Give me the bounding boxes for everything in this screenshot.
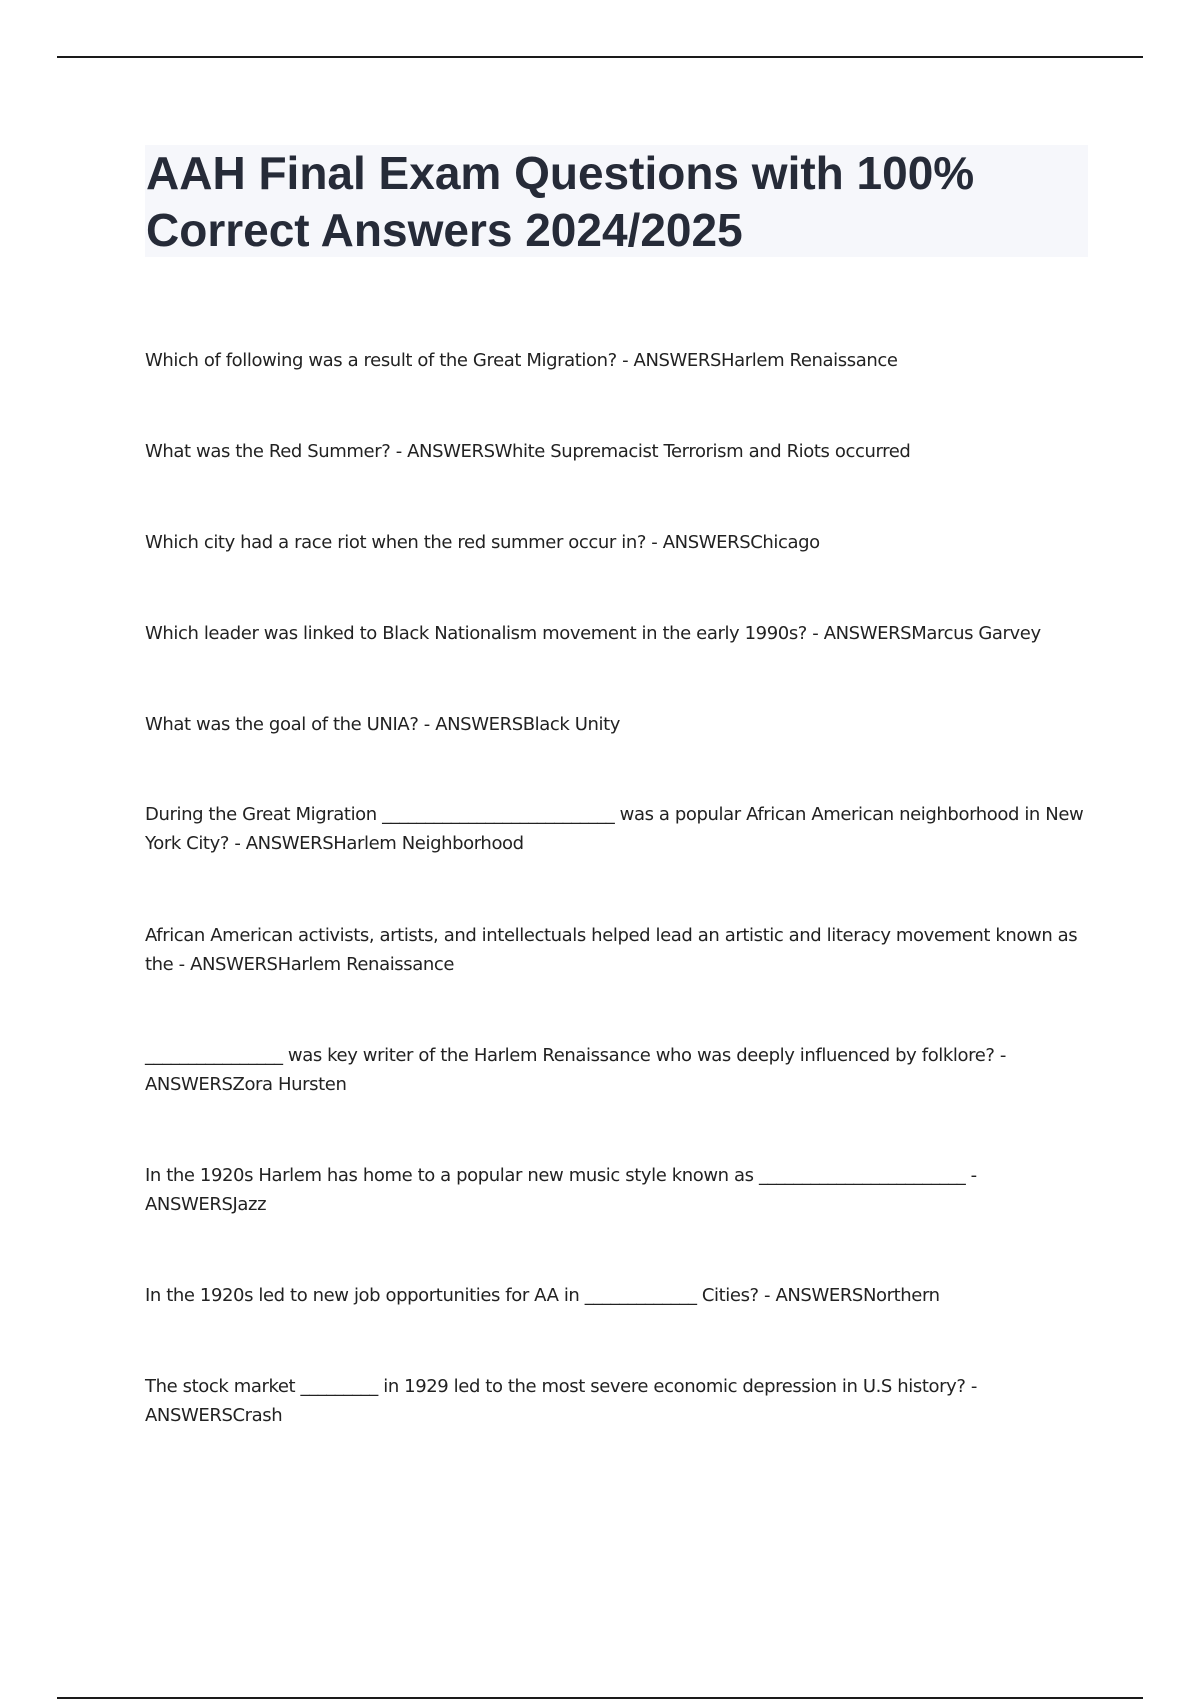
qa-item-9: In the 1920s Harlem has home to a popular new music style known as ________________________ - ANSWERSJazz: [145, 1165, 977, 1215]
qa-item-2: What was the Red Summer? - ANSWERSWhite Supremacist Terrorism and Riots occurred: [145, 441, 911, 462]
qa-item-5: What was the goal of the UNIA? - ANSWERSBlack Unity: [145, 714, 621, 735]
top-divider: [57, 56, 1143, 58]
qa-item-3: Which city had a race riot when the red summer occur in? - ANSWERSChicago: [145, 532, 820, 553]
qa-item-10: In the 1920s led to new job opportunities for AA in _____________ Cities? - ANSWERSNorthern: [145, 1285, 940, 1306]
document-title: AAH Final Exam Questions with 100% Correct Answers 2024/2025: [146, 147, 975, 256]
bottom-divider: [57, 1697, 1143, 1699]
qa-item-6: During the Great Migration ___________________________ was a popular African American neighborhood in New York City? - ANSWERSHarlem Neighborhood: [145, 804, 1084, 854]
qa-item-4: Which leader was linked to Black Nationalism movement in the early 1990s? - ANSWERSMarcus Garvey: [145, 623, 1041, 644]
qa-item-1: Which of following was a result of the Great Migration? - ANSWERSHarlem Renaissance: [145, 350, 898, 371]
qa-item-8: ________________ was key writer of the Harlem Renaissance who was deeply influenced by folklore? - ANSWERSZora Hursten: [145, 1045, 1006, 1095]
qa-item-11: The stock market _________ in 1929 led to the most severe economic depression in U.S history? - ANSWERSCrash: [145, 1376, 977, 1426]
qa-item-7: African American activists, artists, and intellectuals helped lead an artistic and literacy movement known as the - ANSWERSHarlem Renaissance: [145, 925, 1078, 975]
